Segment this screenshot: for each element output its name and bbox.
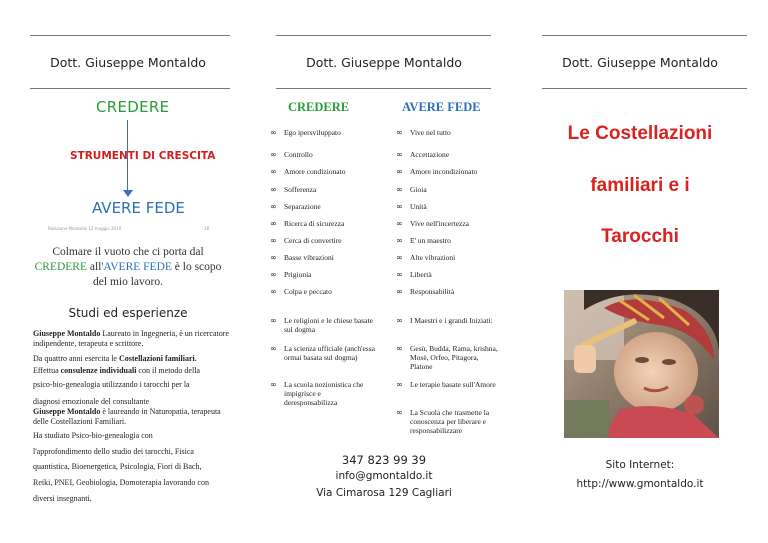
brochure-title-line-2: familiari e i	[590, 175, 690, 196]
top-rule	[542, 35, 747, 36]
infinity-icon: ∞	[396, 344, 403, 353]
list-item	[270, 253, 376, 262]
bio-line: diagnosi emozionale del consultante	[33, 397, 150, 406]
list-item	[396, 167, 498, 176]
list-item-text: Le terapie basate sull'Amore	[410, 380, 496, 389]
header-rule	[276, 88, 491, 89]
infinity-icon: ∞	[396, 316, 403, 325]
top-rule	[276, 35, 491, 36]
infinity-icon: ∞	[270, 270, 277, 279]
list-item-text: Sofferenza	[284, 185, 317, 194]
list-item	[270, 219, 376, 228]
header-name: Dott. Giuseppe Montaldo	[50, 55, 206, 70]
photo-illustration	[564, 290, 719, 438]
list-item-text: Ricerca di sicurezza	[284, 219, 345, 228]
infinity-icon: ∞	[270, 380, 277, 389]
motto-text: è lo scopo del mio lavoro.	[93, 261, 222, 288]
list-item	[396, 150, 498, 159]
list-item-text: Controllo	[284, 150, 313, 159]
bio-paragraph-1	[33, 329, 233, 349]
header-name: Dott. Giuseppe Montaldo	[562, 55, 718, 70]
list-item-text: La scuola nozionistica che impigrisce e deresponsabilizza	[284, 380, 364, 407]
list-item	[270, 167, 376, 176]
list-item	[396, 287, 498, 296]
bio-text: Laureato in Ingegneria, è un ricercatore indipendente, terapeuta e scrittore.	[33, 329, 229, 348]
left-panel	[0, 0, 256, 543]
list-item	[270, 380, 376, 407]
diagram-page-number: 18	[204, 226, 210, 231]
header-rule	[542, 88, 747, 89]
motto-credere: CREDERE	[34, 261, 87, 273]
list-item	[396, 270, 498, 279]
list-item	[396, 185, 498, 194]
column-title-credere: CREDERE	[288, 100, 350, 114]
infinity-icon: ∞	[396, 185, 403, 194]
bio-line: Ha studiato Psico-bio-genealogia con	[33, 431, 153, 440]
list-item	[270, 344, 376, 362]
list-item-text: I Maestri e i grandi Iniziati:	[410, 316, 493, 325]
list-item	[270, 185, 376, 194]
brochure-title-line-3: Tarocchi	[601, 226, 679, 247]
bio-line: psico-bio-genealogia utilizzando i tarocchi per la	[33, 380, 190, 389]
infinity-icon: ∞	[270, 167, 277, 176]
brochure-title-line-1: Le Costellazioni	[567, 123, 713, 144]
list-item	[270, 270, 376, 279]
list-item-text: Basse vibrazioni	[284, 253, 334, 262]
middle-panel	[256, 0, 512, 543]
studi-title: Studi ed esperienze	[68, 306, 188, 320]
list-item-text: Le religioni e le chiese basate sul dogma	[284, 316, 373, 334]
list-item	[270, 236, 376, 245]
bio-line: l'approfondimento dello studio dei tarocchi, Fisica	[33, 447, 194, 456]
diagram-strumenti-label: STRUMENTI DI CRESCITA	[70, 150, 216, 162]
list-item	[396, 408, 498, 435]
postal-address: Via Cimarosa 129 Cagliari	[316, 487, 452, 499]
phone-number: 347 823 99 39	[341, 453, 427, 467]
right-panel	[512, 0, 768, 543]
bio-line: diversi insegnanti.	[33, 494, 92, 503]
list-item-text: La Scuola che trasmette la conoscenza per liberare e responsabilizzare	[410, 408, 490, 435]
list-item-text: Amore condizionato	[284, 167, 346, 176]
list-item	[270, 128, 376, 137]
infinity-icon: ∞	[270, 219, 277, 228]
infinity-icon: ∞	[396, 236, 403, 245]
bio-line: quantistica, Bioenergetica, Psicologia, Fiori di Bach,	[33, 462, 202, 471]
bio-text: con il metodo della	[136, 366, 200, 375]
bio-paragraph-6	[33, 407, 233, 427]
infinity-icon: ∞	[396, 150, 403, 159]
list-item-text: Vive nell'incertezza	[410, 219, 469, 228]
list-item	[396, 219, 498, 228]
bio-paragraph-2	[33, 354, 233, 363]
list-item-text: E' un maestro	[410, 236, 451, 245]
list-item-text: Alte vibrazioni	[410, 253, 456, 262]
infinity-icon: ∞	[270, 253, 277, 262]
bio-text: è laureando in Naturopatia, terapeuta delle Costellazioni Familiari.	[33, 407, 221, 426]
list-item-text: Vive nel tutto	[410, 128, 451, 137]
list-item-text: Unità	[410, 202, 427, 211]
bio-line: Reiki, PNEI, Geobiologia, Domoterapia lavorando con	[33, 478, 209, 487]
infinity-icon: ∞	[270, 344, 277, 353]
bio-text: Effettua	[33, 366, 61, 375]
list-item	[396, 253, 498, 262]
list-item-text: Gesù, Budda, Rama, krishna, Mosè, Orfeo, Pitagora, Platone	[410, 344, 498, 371]
motto-avere-fede: AVERE FEDE	[103, 261, 172, 273]
bio-name: Giuseppe Montaldo	[33, 407, 101, 416]
list-item	[396, 236, 498, 245]
list-item	[396, 380, 498, 389]
diagram-footer: Relazione Montaldo 12 maggio 2010	[48, 226, 122, 231]
list-item-text: Amore incondizionato	[410, 167, 478, 176]
list-item	[270, 202, 376, 211]
motto	[30, 245, 226, 290]
header-name: Dott. Giuseppe Montaldo	[306, 55, 462, 70]
motto-text: Colmare il vuoto che ci porta dal	[52, 246, 204, 258]
header-rule	[30, 88, 230, 89]
child-painting-photo	[564, 290, 719, 438]
infinity-icon: ∞	[270, 316, 277, 325]
infinity-icon: ∞	[270, 287, 277, 296]
bio-bold: consulenze individuali	[60, 366, 137, 375]
bio-text: Da quattro anni esercita le	[33, 354, 119, 363]
list-item	[270, 150, 376, 159]
website-label: Sito Internet:	[605, 459, 675, 471]
infinity-icon: ∞	[270, 150, 277, 159]
list-item-text: Cerca di convertire	[284, 236, 342, 245]
infinity-icon: ∞	[396, 270, 403, 279]
list-item-text: Separazione	[284, 202, 321, 211]
list-item-text: Colpa e peccato	[284, 287, 332, 296]
list-item	[270, 287, 376, 296]
bio-name: Giuseppe Montaldo	[33, 329, 101, 338]
arrow-down-icon	[123, 190, 133, 197]
diagram-avere-fede-label: AVERE FEDE	[92, 199, 185, 217]
list-item-text: Gioia	[410, 185, 427, 194]
infinity-icon: ∞	[270, 236, 277, 245]
infinity-icon: ∞	[396, 253, 403, 262]
column-title-avere-fede: AVERE FEDE	[402, 100, 481, 114]
infinity-icon: ∞	[396, 202, 403, 211]
list-item	[270, 316, 376, 334]
list-item	[396, 202, 498, 211]
website-url[interactable]: http://www.gmontaldo.it	[576, 478, 704, 490]
infinity-icon: ∞	[396, 287, 403, 296]
list-item	[396, 344, 498, 371]
infinity-icon: ∞	[396, 380, 403, 389]
infinity-icon: ∞	[396, 167, 403, 176]
infinity-icon: ∞	[270, 128, 277, 137]
email-address[interactable]: info@gmontaldo.it	[335, 470, 433, 482]
bio-paragraph-3	[33, 366, 233, 375]
infinity-icon: ∞	[396, 128, 403, 137]
list-item	[396, 316, 498, 325]
list-item-text: Ego ipersviluppato	[284, 128, 341, 137]
list-item-text: Accettazione	[410, 150, 450, 159]
infinity-icon: ∞	[270, 185, 277, 194]
infinity-icon: ∞	[396, 219, 403, 228]
bio-bold: Costellazioni familiari.	[118, 354, 197, 363]
list-item-text: Libertà	[410, 270, 432, 279]
list-item-text: Prigionia	[284, 270, 312, 279]
list-item	[396, 128, 498, 137]
diagram-credere-label: CREDERE	[96, 98, 170, 116]
infinity-icon: ∞	[396, 408, 403, 417]
list-item-text: La scienza ufficiale (anch'essa ormai basata sul dogma)	[284, 344, 375, 362]
infinity-icon: ∞	[270, 202, 277, 211]
list-item-text: Responsabilità	[410, 287, 455, 296]
motto-text: all'	[86, 261, 104, 273]
top-rule	[30, 35, 230, 36]
